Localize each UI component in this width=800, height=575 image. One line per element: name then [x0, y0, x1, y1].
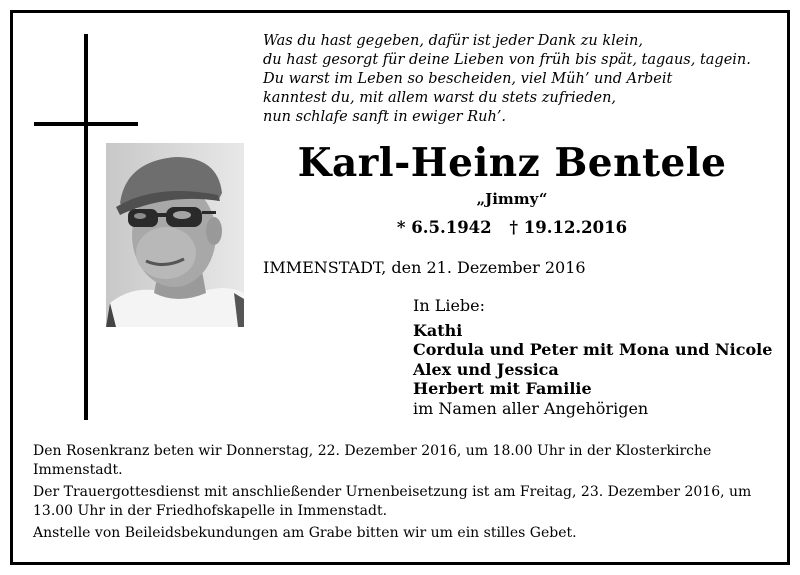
life-dates — [250, 218, 774, 237]
deceased-name: Karl-Heinz Bentele — [297, 140, 727, 186]
mourner-name: Alex und Jessica — [413, 359, 559, 379]
condolence-note: Anstelle von Beileidsbekundungen am Grabe bitten wir um ein stilles Gebet. — [33, 525, 577, 541]
service-notes — [33, 442, 773, 546]
place-date: IMMENSTADT, den 21. Dezember 2016 — [263, 258, 586, 277]
mourner-name: Herbert mit Familie — [413, 379, 592, 398]
mourners-closing: im Namen aller Angehörigen — [413, 398, 649, 418]
poem-line: Du warst im Leben so bescheiden, viel Müh’ und Arbeit — [263, 71, 673, 87]
deceased-nickname: „Jimmy“ — [476, 190, 548, 208]
mourners-block — [413, 296, 772, 418]
poem-line: kanntest du, mit allem warst du stets zufrieden, — [263, 90, 617, 106]
mourners-intro: In Liebe: — [413, 296, 486, 315]
poem-line: nun schlafe sanft in ewiger Ruh’. — [263, 109, 507, 125]
mourner-name: Kathi — [413, 320, 463, 340]
funeral-note: Der Trauergottesdienst mit anschließender Urnenbeisetzung ist am Freitag, 23. Dezember 2016, um 13.00 Uhr in der Friedhofskapelle in Immenstadt. — [33, 484, 752, 519]
cross-icon — [84, 34, 88, 420]
death-date: † 19.12.2016 — [509, 218, 628, 237]
portrait-photo — [106, 143, 244, 327]
rosary-note: Den Rosenkranz beten wir Donnerstag, 22. Dezember 2016, um 18.00 Uhr in der Klosterkirche Immenstadt. — [33, 443, 712, 478]
mourner-name: Cordula und Peter mit Mona und Nicole — [413, 340, 773, 359]
portrait-illustration — [106, 143, 244, 327]
cross-icon-bar — [34, 122, 138, 126]
poem-line: du hast gesorgt für deine Lieben von früh bis spät, tagaus, tagein. — [263, 52, 751, 68]
poem-line: Was du hast gegeben, dafür ist jeder Dank zu klein, — [263, 33, 643, 49]
poem — [263, 32, 783, 127]
birth-date: * 6.5.1942 — [396, 218, 492, 237]
